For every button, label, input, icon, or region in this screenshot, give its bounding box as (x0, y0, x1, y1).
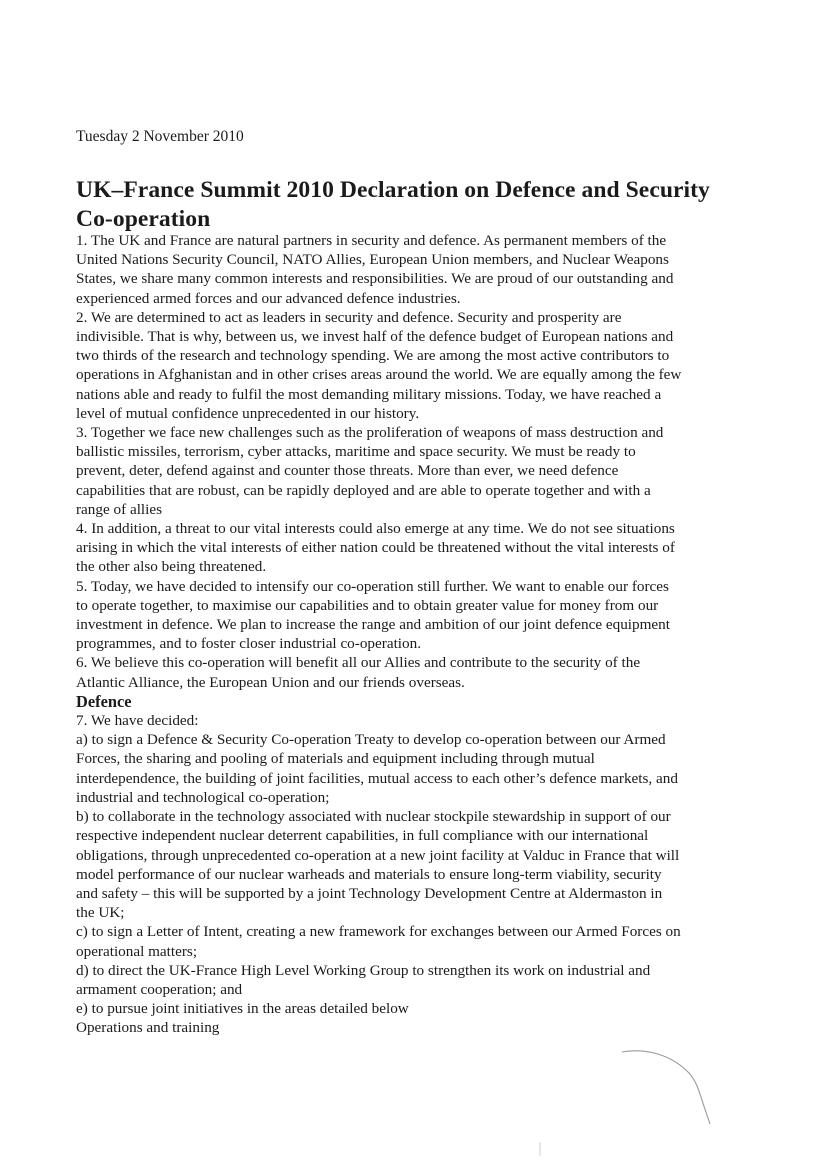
title-line: Co-operation (76, 206, 211, 232)
body-line: a) to sign a Defence & Security Co-operation Treaty to develop co-operation between our Armed (76, 731, 666, 749)
body-line: e) to pursue joint initiatives in the areas detailed below (76, 1000, 409, 1018)
body-line: Operations and training (76, 1019, 220, 1037)
body-line: 2. We are determined to act as leaders in security and defence. Security and prosperity are (76, 308, 622, 326)
scan-mark (600, 1040, 730, 1140)
body-line: States, we share many common interests and responsibilities. We are proud of our outstanding and (76, 270, 674, 288)
body-line: armament cooperation; and (76, 980, 243, 998)
body-line: programmes, and to foster closer industrial co-operation. (76, 635, 421, 653)
body-line: experienced armed forces and our advanced defence industries. (76, 289, 461, 307)
body-line: Forces, the sharing and pooling of materials and equipment including through mutual (76, 750, 595, 768)
body-line: c) to sign a Letter of Intent, creating a new framework for exchanges between our Armed Forces on (76, 923, 681, 941)
body-line: b) to collaborate in the technology associated with nuclear stockpile stewardship in support of our (76, 808, 671, 826)
body-line: arising in which the vital interests of either nation could be threatened without the vital interests of (76, 539, 675, 557)
document-date: Tuesday 2 November 2010 (76, 128, 244, 145)
document-body (76, 231, 766, 1038)
title-line: UK–France Summit 2010 Declaration on Defence and Security (76, 177, 710, 203)
body-line: prevent, deter, defend against and counter those threats. More than ever, we need defence (76, 462, 619, 480)
section-heading-defence: Defence (76, 691, 132, 711)
body-line: 5. Today, we have decided to intensify our co-operation still further. We want to enable our forces (76, 577, 669, 595)
body-line: two thirds of the research and technology spending. We are among the most active contributors to (76, 347, 670, 365)
body-line: operational matters; (76, 942, 198, 960)
scan-mark (536, 1140, 546, 1160)
body-line: d) to direct the UK-France High Level Working Group to strengthen its work on industrial and (76, 961, 651, 979)
body-line: investment in defence. We plan to increase the range and ambition of our joint defence equipment (76, 616, 670, 634)
body-line: United Nations Security Council, NATO Allies, European Union members, and Nuclear Weapons (76, 251, 669, 269)
body-line: operations in Afghanistan and in other crises areas around the world. We are equally among the few (76, 366, 682, 384)
body-line: ballistic missiles, terrorism, cyber attacks, maritime and space security. We must be ready to (76, 443, 636, 461)
body-line: the other also being threatened. (76, 558, 267, 576)
body-line: Atlantic Alliance, the European Union and our friends overseas. (76, 673, 465, 691)
body-line: industrial and technological co-operation; (76, 788, 330, 806)
body-line: indivisible. That is why, between us, we invest half of the defence budget of European nations and (76, 328, 674, 346)
body-line: capabilities that are robust, can be rapidly deployed and are able to operate together and with a (76, 481, 651, 499)
body-line: obligations, through unprecedented co-operation at a new joint facility at Valduc in France that will (76, 846, 680, 864)
body-line: the UK; (76, 904, 125, 922)
body-line: 4. In addition, a threat to our vital interests could also emerge at any time. We do not see situations (76, 520, 675, 538)
body-line: respective independent nuclear deterrent capabilities, in full compliance with our international (76, 827, 649, 845)
body-line: 3. Together we face new challenges such as the proliferation of weapons of mass destruction and (76, 424, 664, 442)
body-line: range of allies (76, 500, 163, 518)
body-line: interdependence, the building of joint facilities, mutual access to each other’s defence markets, and (76, 769, 678, 787)
body-line: to operate together, to maximise our capabilities and to obtain greater value for money from our (76, 596, 659, 614)
body-line: level of mutual confidence unprecedented in our history. (76, 404, 420, 422)
body-line: model performance of our nuclear warheads and materials to ensure long-term viability, security (76, 865, 662, 883)
body-line: nations able and ready to fulfil the most demanding military missions. Today, we have reached a (76, 385, 662, 403)
document-title (76, 176, 776, 234)
body-line: 1. The UK and France are natural partners in security and defence. As permanent members of the (76, 232, 667, 249)
body-line: and safety – this will be supported by a joint Technology Development Centre at Aldermaston in (76, 884, 663, 902)
body-line: 7. We have decided: (76, 712, 199, 730)
body-line: 6. We believe this co-operation will benefit all our Allies and contribute to the security of the (76, 654, 641, 672)
